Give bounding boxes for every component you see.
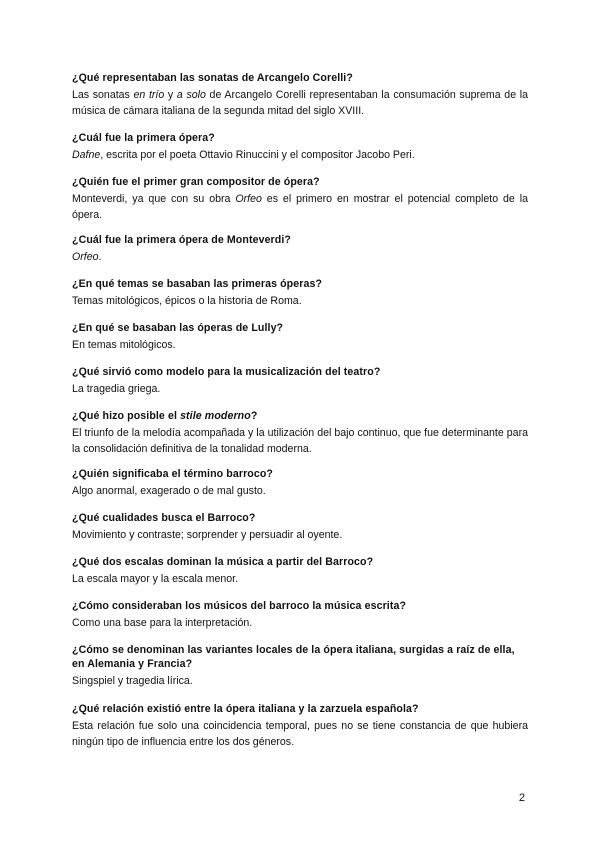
answer (72, 571, 528, 587)
qa-block (72, 643, 528, 689)
answer (72, 718, 528, 750)
qa-block (72, 321, 528, 353)
qa-block (72, 175, 528, 223)
qa-block (72, 555, 528, 587)
qa-block (72, 233, 528, 265)
qa-block (72, 467, 528, 499)
answer (72, 191, 528, 223)
question (72, 555, 528, 569)
question-text: ? (250, 410, 258, 422)
qa-block (72, 71, 528, 119)
answer (72, 673, 528, 689)
question-text: ¿Qué relación existió entre la ópera italiana y la zarzuela española? (72, 703, 419, 715)
question-text: ¿Quién significaba el término barroco? (72, 468, 273, 480)
answer-text: El triunfo de la melodía acompañada y la utilización del bajo continuo, que fue determinante para la consolidación definitiva de la tonalidad moderna. (72, 427, 528, 455)
question-text: ¿En qué se basaban las óperas de Lully? (72, 322, 284, 334)
answer-text: , escrita por el poeta Ottavio Rinuccini y el compositor Jacobo Peri. (100, 149, 415, 161)
answer-text: Algo anormal, exagerado o de mal gusto. (72, 485, 266, 497)
question-text: ¿Qué sirvió como modelo para la musicalización del teatro? (72, 366, 381, 378)
answer-italic-text: Orfeo (235, 193, 262, 205)
question (72, 511, 528, 525)
question (72, 277, 528, 291)
question-text: ¿Qué cualidades busca el Barroco? (72, 512, 256, 524)
qa-block (72, 277, 528, 309)
qa-block (72, 365, 528, 397)
qa-block (72, 702, 528, 750)
question-text: ¿Cómo se denominan las variantes locales de la ópera italiana, surgidas a raíz de ella, en Alemania y Francia? (72, 644, 515, 670)
question (72, 643, 528, 671)
question-text: ¿Qué representaban las sonatas de Arcangelo Corelli? (72, 72, 353, 84)
answer (72, 293, 528, 309)
question (72, 233, 528, 247)
answer-text: Temas mitológicos, épicos o la historia de Roma. (72, 295, 302, 307)
question (72, 131, 528, 145)
question (72, 175, 528, 189)
answer (72, 249, 528, 265)
answer-text: y (164, 89, 177, 101)
qa-block (72, 131, 528, 163)
answer (72, 147, 528, 163)
qa-block (72, 599, 528, 631)
answer-text: de Arcangelo Corelli representaban la consumación suprema de la música de cámara italiana de la segunda mitad del siglo XVIII. (72, 89, 528, 117)
answer-text: Movimiento y contraste; sorprender y persuadir al oyente. (72, 529, 343, 541)
question-text: ¿Qué dos escalas dominan la música a partir del Barroco? (72, 556, 374, 568)
answer-italic-text: en trío (133, 89, 165, 101)
qa-block (72, 511, 528, 543)
answer (72, 425, 528, 457)
answer-text: En temas mitológicos. (72, 339, 176, 351)
question (72, 599, 528, 613)
question-text: ¿Quién fue el primer gran compositor de ópera? (72, 176, 320, 188)
answer-text: Las sonatas (72, 89, 134, 101)
question-text: ¿Cuál fue la primera ópera de Monteverdi? (72, 234, 291, 246)
page-number: 2 (518, 792, 525, 804)
question (72, 321, 528, 335)
answer-italic-text: a solo (176, 89, 206, 101)
question (72, 71, 528, 85)
qa-block (72, 409, 528, 457)
answer-text: Monteverdi, ya que con su obra (72, 193, 236, 205)
answer-text: Esta relación fue solo una coincidencia temporal, pues no se tiene constancia de que hubiera ningún tipo de influencia entre los dos géneros. (72, 720, 528, 748)
answer (72, 87, 528, 119)
answer-text: Singspiel y tragedia lírica. (72, 675, 193, 687)
answer-italic-text: Orfeo (72, 251, 99, 263)
answer (72, 483, 528, 499)
answer (72, 337, 528, 353)
question-text: ¿En qué temas se basaban las primeras óperas? (72, 278, 323, 290)
answer (72, 381, 528, 397)
question-text: ¿Qué hizo posible el (72, 410, 181, 422)
answer (72, 615, 528, 631)
answer (72, 527, 528, 543)
answer-text: Como una base para la interpretación. (72, 617, 253, 629)
question-text: ¿Cuál fue la primera ópera? (72, 132, 215, 144)
question (72, 467, 528, 481)
question-italic-text: stile moderno (180, 410, 251, 422)
question-text: ¿Cómo consideraban los músicos del barroco la música escrita? (72, 600, 407, 612)
answer-text: es el primero en mostrar el potencial completo de la ópera. (72, 193, 528, 221)
answer-italic-text: Dafne (72, 149, 101, 161)
answer-text: La tragedia griega. (72, 383, 161, 395)
question (72, 702, 528, 716)
answer-text: La escala mayor y la escala menor. (72, 573, 239, 585)
question (72, 409, 528, 423)
answer-text: . (98, 251, 102, 263)
question (72, 365, 528, 379)
